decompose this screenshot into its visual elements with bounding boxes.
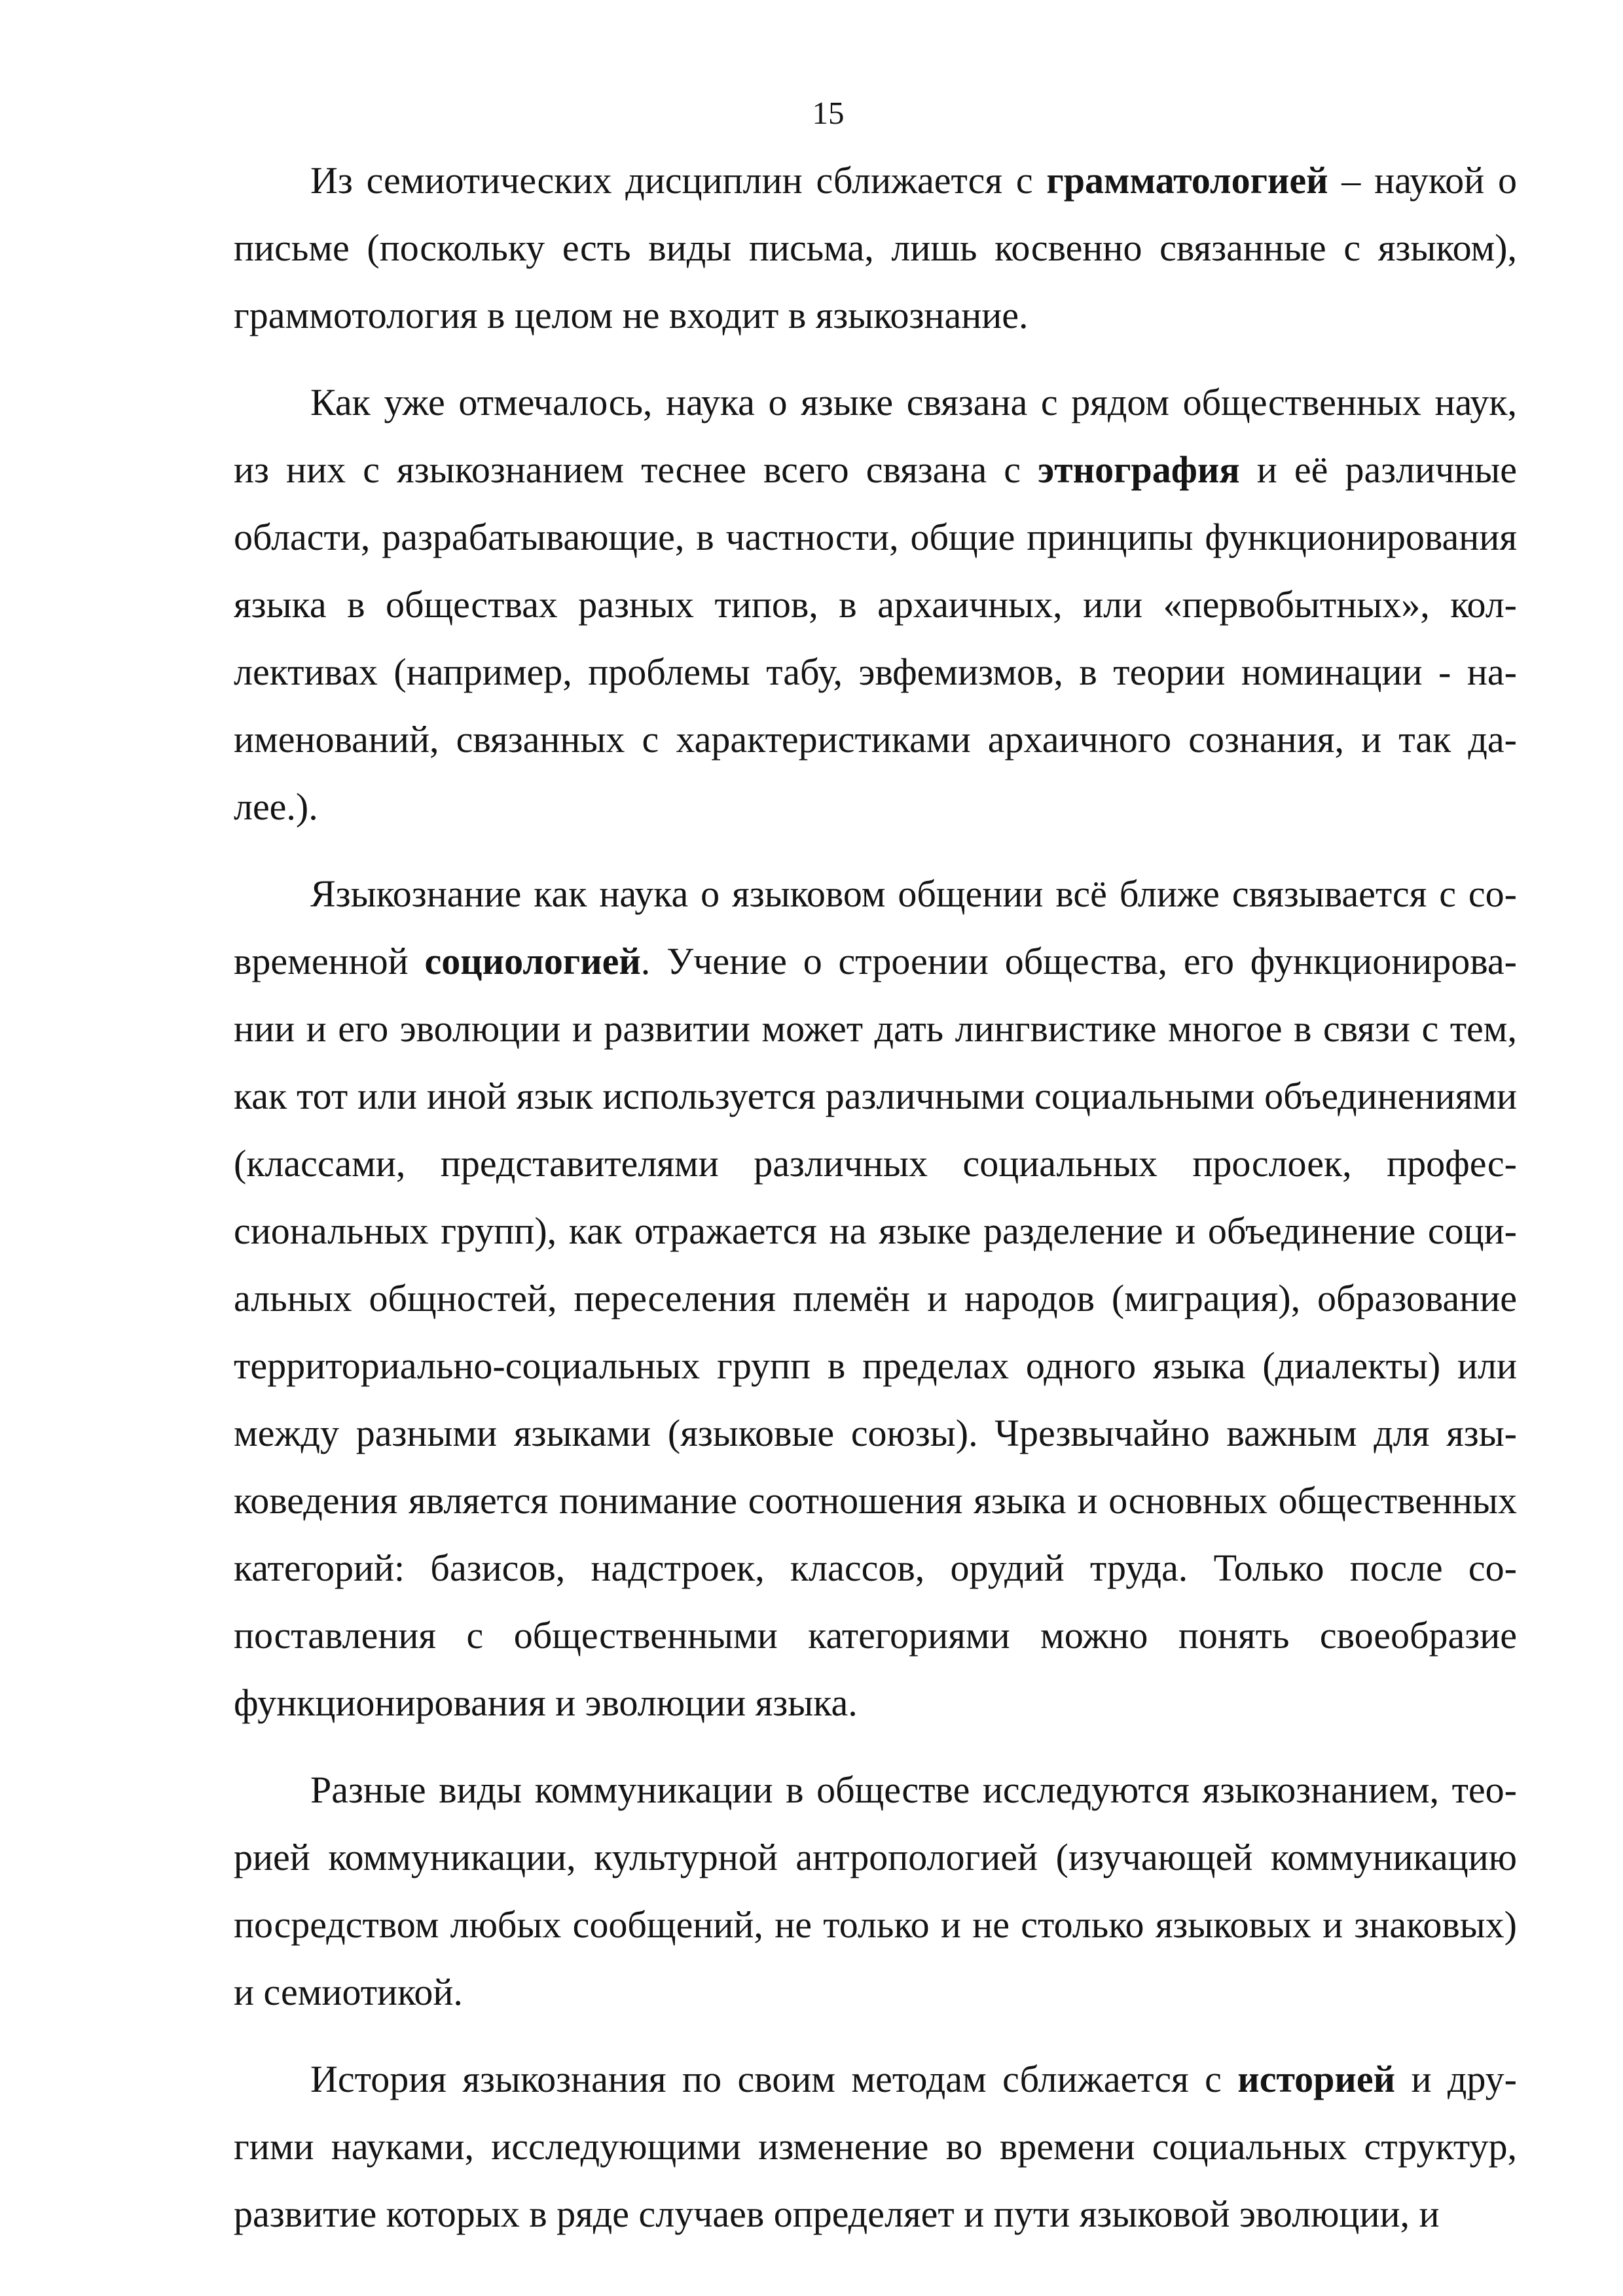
paragraph-sociology <box>234 860 1517 1736</box>
paragraph-text: и другими науками, исследующими изменение во времени социальных структур, развитие которых в ряде случаев определяет и пути языковой эволюции, и <box>234 2058 1517 2235</box>
paragraph-ethnography <box>234 368 1517 840</box>
paragraph-grammatology <box>234 147 1517 349</box>
paragraph-text: Языкознание как наука о языковом общении всё ближе связывается с современной <box>234 872 1517 982</box>
term-ethnography: этнография <box>1038 448 1240 491</box>
term-grammatology: грамматологией <box>1046 159 1328 202</box>
paragraph-text: Из семиотических дисциплин сближается с <box>310 159 1047 202</box>
paragraph-text: – наукой о письме (поскольку есть виды письма, лишь косвенно связанные с языком), граммотология в целом не входит в языкознание. <box>234 159 1517 336</box>
term-sociology: социологией <box>424 940 641 982</box>
paragraph-communication <box>234 1756 1517 2026</box>
paragraph-text: Как уже отмечалось, наука о языке связана с рядом общественных наук, из них с языкознанием теснее всего связана с <box>234 381 1517 491</box>
page-number: 15 <box>812 95 845 131</box>
paragraph-text: и её различные области, разрабатывающие, в частности, общие принципы функционирования языка в обществах разных типов, в архаичных, или «первобытных», коллективах (например, проблемы табу, эвфемизмов, в теории номинации - наименований, связанных с характеристиками архаичного сознания, и так далее.). <box>234 448 1518 828</box>
text-body <box>234 147 1517 2248</box>
term-history: историей <box>1237 2058 1396 2100</box>
paragraph-text: История языкознания по своим методам сближается с <box>310 2058 1238 2100</box>
paragraph-text: Разные виды коммуникации в обществе исследуются языкознанием, теорией коммуникации, культурной антропологией (изучающей коммуникацию посредством любых сообщений, не только и не столько языковых и знаковых) и семиотикой. <box>234 1768 1517 2013</box>
paragraph-history <box>234 2045 1517 2248</box>
paragraph-text: . Учение о строении общества, его функционировании и его эволюции и развитии может дать лингвистике многое в связи с тем, как тот или иной язык используется различными социальными объединениями (классами, представителями различных социальных прослоек, профессиональных групп), как отражается на языке разделение и объединение социальных общностей, переселения племён и народов (миграция), образование территориально-социальных групп в пределах одного языка (диалекты) или между разными языками (языковые союзы). Чрезвычайно важным для языковедения является понимание соотношения языка и основных общественных категорий: базисов, надстроек, классов, орудий труда. Только после сопоставления с общественными категориями можно понять своеобразие функционирования и эволюции языка. <box>234 940 1517 1724</box>
